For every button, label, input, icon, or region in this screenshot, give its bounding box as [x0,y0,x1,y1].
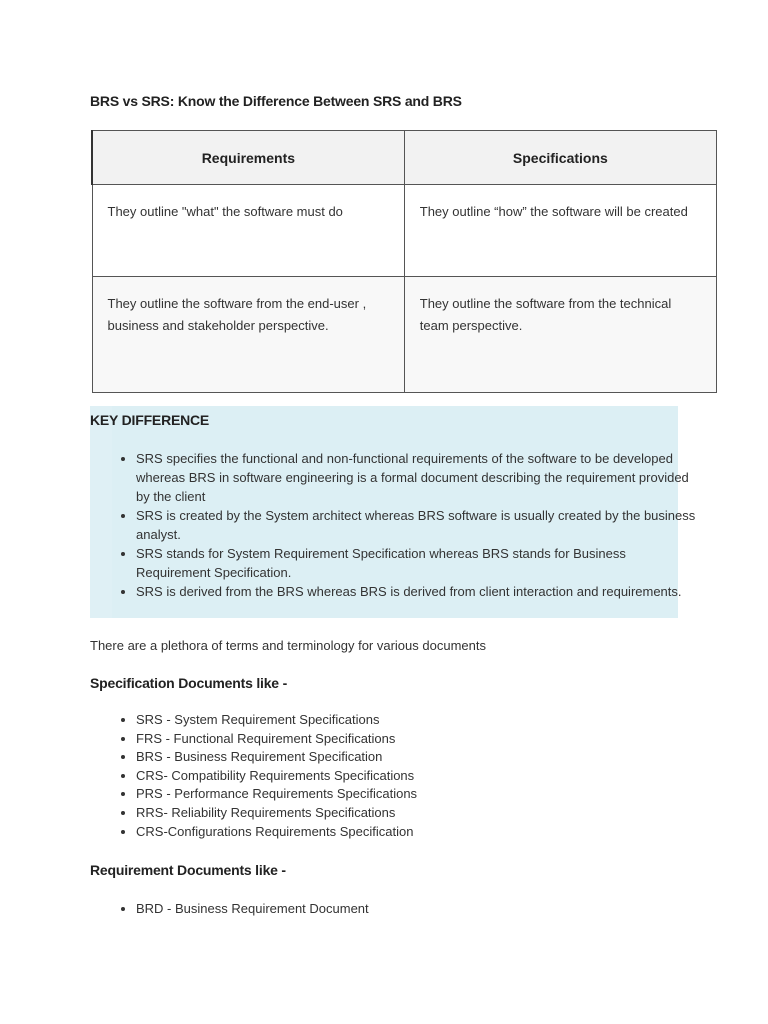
table-cell: They outline the software from the end-user , business and stakeholder perspective. [92,277,404,393]
list-item: • SRS is created by the System architect whereas BRS software is usually created by the business analyst. [136,506,696,544]
list-item: • SRS is derived from the BRS whereas BRS is derived from client interaction and requirements. [136,582,696,601]
list-item: • SRS - System Requirement Specifications [136,711,417,730]
list-item: • CRS- Compatibility Requirements Specifications [136,767,417,786]
table-header-row [92,131,717,185]
document-title: BRS vs SRS: Know the Difference Between SRS and BRS [90,93,462,109]
key-difference-heading: KEY DIFFERENCE [90,412,210,428]
table-cell: They outline “how” the software will be created [404,185,716,277]
column-header-requirements: Requirements [92,131,404,185]
key-difference-list [108,449,696,601]
list-item: • BRD - Business Requirement Document [136,899,369,918]
list-item: • SRS stands for System Requirement Specification whereas BRS stands for Business Requirement Specification. [136,544,696,582]
list-item: • CRS-Configurations Requirements Specification [136,823,417,842]
intro-paragraph: There are a plethora of terms and terminology for various documents [90,638,486,653]
specification-documents-heading: Specification Documents like - [90,675,288,691]
requirement-documents-heading: Requirement Documents like - [90,862,286,878]
comparison-table [91,130,717,393]
list-item: • BRS - Business Requirement Specification [136,748,417,767]
list-item: • PRS - Performance Requirements Specifications [136,785,417,804]
specification-documents-list [108,711,417,841]
column-header-specifications: Specifications [404,131,716,185]
table-cell: They outline "what" the software must do [92,185,404,277]
table-row [92,277,717,393]
table-row [92,185,717,277]
list-item: • SRS specifies the functional and non-functional requirements of the software to be developed whereas BRS in software engineering is a formal document describing the requirement provided by the client [136,449,696,506]
requirement-documents-list [108,899,369,918]
list-item: • FRS - Functional Requirement Specifications [136,730,417,749]
list-item: • RRS- Reliability Requirements Specifications [136,804,417,823]
table-cell: They outline the software from the technical team perspective. [404,277,716,393]
